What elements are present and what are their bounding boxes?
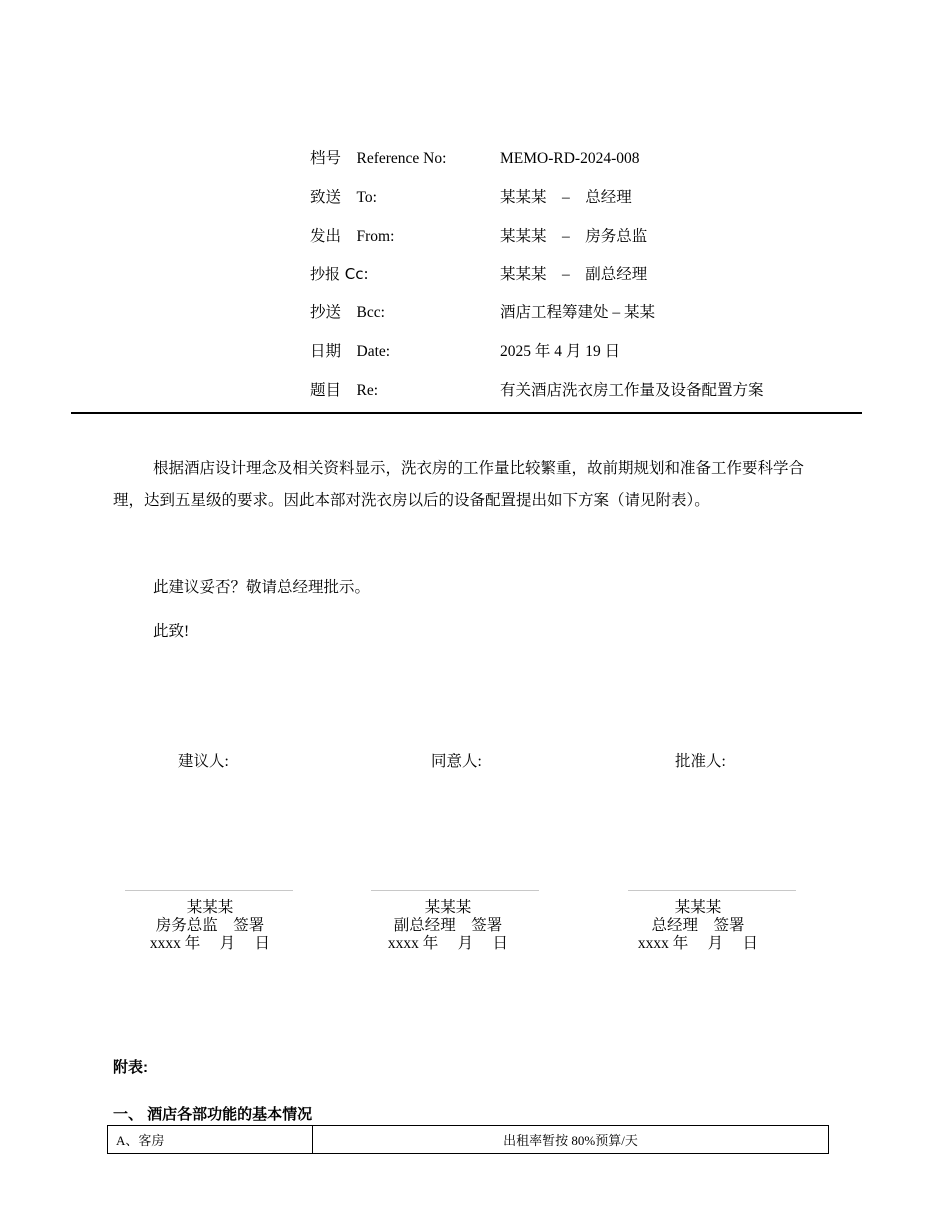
bcc-value: 酒店工程筹建处 – 某某 <box>500 304 656 321</box>
header-row-to <box>310 185 632 207</box>
signature-block-proposer <box>128 899 292 953</box>
reference-value: MEMO-RD-2024-008 <box>500 150 640 167</box>
header-row-cc <box>310 262 647 284</box>
signer-title: 副总经理 签署 <box>393 917 503 934</box>
signature-line-proposer <box>125 890 293 891</box>
from-label: 发出 From: <box>310 228 395 245</box>
signer-name: 某某某 <box>186 899 234 916</box>
attachment-table <box>107 1125 829 1154</box>
header-row-date <box>310 339 620 361</box>
sign-date: xxxx 年 月 日 <box>387 935 509 952</box>
closing-line: 此致! <box>153 623 190 640</box>
sign-date: xxxx 年 月 日 <box>149 935 271 952</box>
signature-block-approver <box>366 899 530 953</box>
approver-label: 同意人: <box>431 753 482 770</box>
request-line: 此建议妥否？敬请总经理批示。 <box>153 579 371 596</box>
signature-line-approver <box>371 890 539 891</box>
authorizer-label: 批准人: <box>675 753 726 770</box>
date-value: 2025 年 4 月 19 日 <box>500 343 621 360</box>
from-value: 某某某 – 房务总监 <box>500 228 648 245</box>
signer-title: 房务总监 签署 <box>155 917 265 934</box>
table-row <box>108 1126 829 1154</box>
body-paragraph: 根据酒店设计理念及相关资料显示，洗衣房的工作量比较繁重，故前期规划和准备工作要科学合理，达到五星级的要求。因此本部对洗衣房以后的设备配置提出如下方案（请见附表）。 <box>113 460 805 509</box>
table-cell-note: 出租率暂按 80%预算/天 <box>313 1126 829 1154</box>
cc-value: 某某某 – 副总经理 <box>500 266 648 283</box>
reference-label: 档号 Reference No: <box>310 150 447 167</box>
bcc-label: 抄送 Bcc: <box>310 304 385 321</box>
header-row-subject <box>310 378 764 400</box>
signature-block-authorizer <box>616 899 780 953</box>
proposer-label: 建议人: <box>178 753 229 770</box>
sign-date: xxxx 年 月 日 <box>637 935 759 952</box>
header-row-from <box>310 224 647 246</box>
section-title: 一、 酒店各部功能的基本情况 <box>113 1106 313 1123</box>
signer-name: 某某某 <box>674 899 722 916</box>
signer-title: 总经理 签署 <box>651 917 745 934</box>
signer-name: 某某某 <box>424 899 472 916</box>
header-divider <box>71 412 862 414</box>
to-value: 某某某 – 总经理 <box>500 189 632 206</box>
date-label: 日期 Date: <box>310 343 391 360</box>
attachment-heading: 附表: <box>113 1059 148 1076</box>
signature-line-authorizer <box>628 890 796 891</box>
table-cell-item: A、客房 <box>108 1126 313 1154</box>
header-row-reference <box>310 146 640 168</box>
subject-value: 有关酒店洗衣房工作量及设备配置方案 <box>500 382 764 399</box>
to-label: 致送 To: <box>310 189 377 206</box>
subject-label: 题目 Re: <box>310 382 379 399</box>
cc-label: 抄报 Cc: <box>310 265 369 283</box>
header-row-bcc <box>310 300 655 322</box>
